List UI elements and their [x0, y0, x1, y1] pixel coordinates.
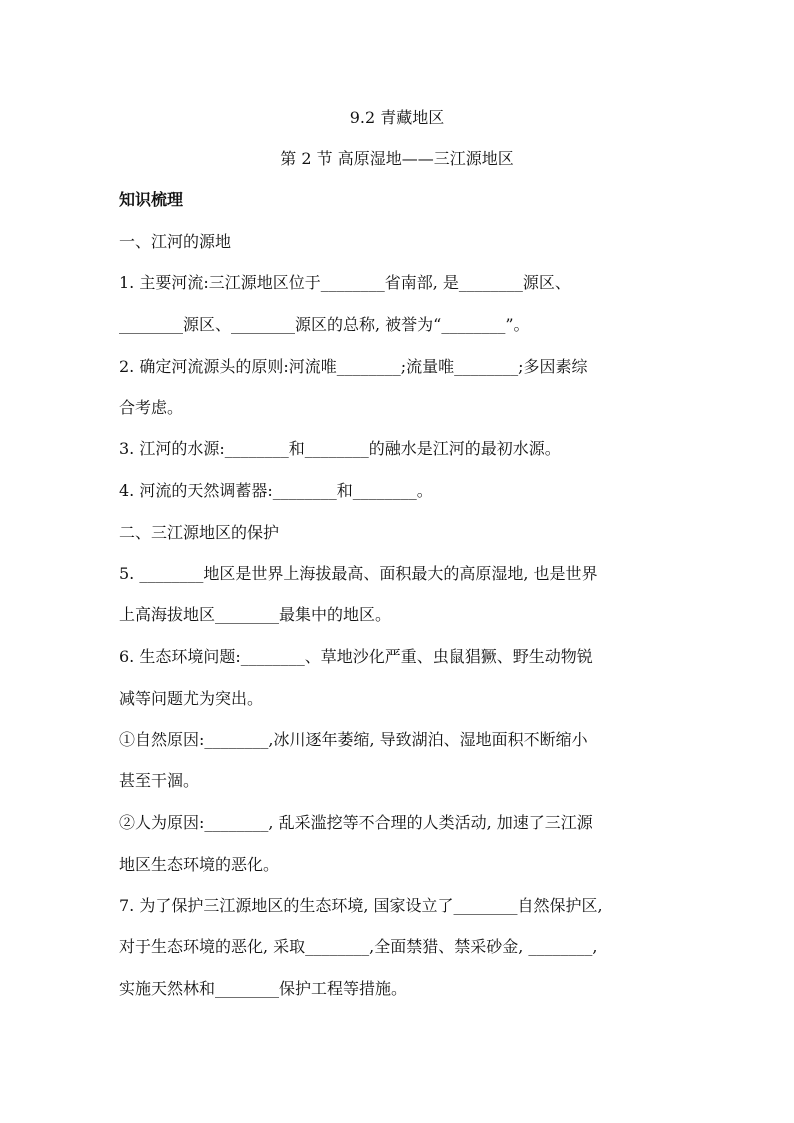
q3-line: 3. 江河的水源:________和________的融水是江河的最初水源。: [119, 439, 561, 458]
q5-line-2: 上高海拔地区________最集中的地区。: [119, 605, 392, 624]
section-heading: 知识梳理: [119, 190, 184, 209]
q7-line-1: 7. 为了保护三江源地区的生态环境, 国家设立了________自然保护区,: [119, 896, 603, 915]
q2-line-1: 2. 确定河流源头的原则:河流唯________;流量唯________;多因素综: [119, 357, 588, 376]
q2-line-2: 合考虑。: [119, 398, 184, 417]
q6-line-2: 减等问题尤为突出。: [119, 689, 264, 708]
q7-line-3: 实施天然林和________保护工程等措施。: [119, 979, 408, 998]
q5-line-1: 5. ________地区是世界上海拔最高、面积最大的高原湿地, 也是世界: [119, 564, 598, 583]
heading-2: 二、三江源地区的保护: [119, 523, 280, 542]
q6-line-1: 6. 生态环境问题:________、草地沙化严重、虫鼠猖獗、野生动物锐: [119, 647, 593, 666]
q6-natural-line-2: 甚至干涸。: [119, 771, 200, 790]
heading-1: 一、江河的源地: [119, 232, 232, 251]
q1-line-2: ________源区、________源区的总称, 被誉为“________”。: [119, 315, 530, 334]
doc-title: 9.2 青藏地区: [349, 108, 445, 127]
q7-line-2: 对于生态环境的恶化, 采取________,全面禁猎、禁采砂金, ________,: [119, 937, 598, 956]
q4-line: 4. 河流的天然调蓄器:________和________。: [119, 481, 433, 500]
q6-human-line-2: 地区生态环境的恶化。: [119, 855, 280, 874]
q6-natural-line-1: ①自然原因:________,冰川逐年萎缩, 导致湖泊、湿地面积不断缩小: [119, 730, 588, 749]
doc-subtitle: 第 2 节 高原湿地——三江源地区: [280, 149, 514, 168]
q1-line-1: 1. 主要河流:三江源地区位于________省南部, 是________源区、: [119, 273, 571, 292]
q6-human-line-1: ②人为原因:________, 乱采滥挖等不合理的人类活动, 加速了三江源: [119, 813, 593, 832]
